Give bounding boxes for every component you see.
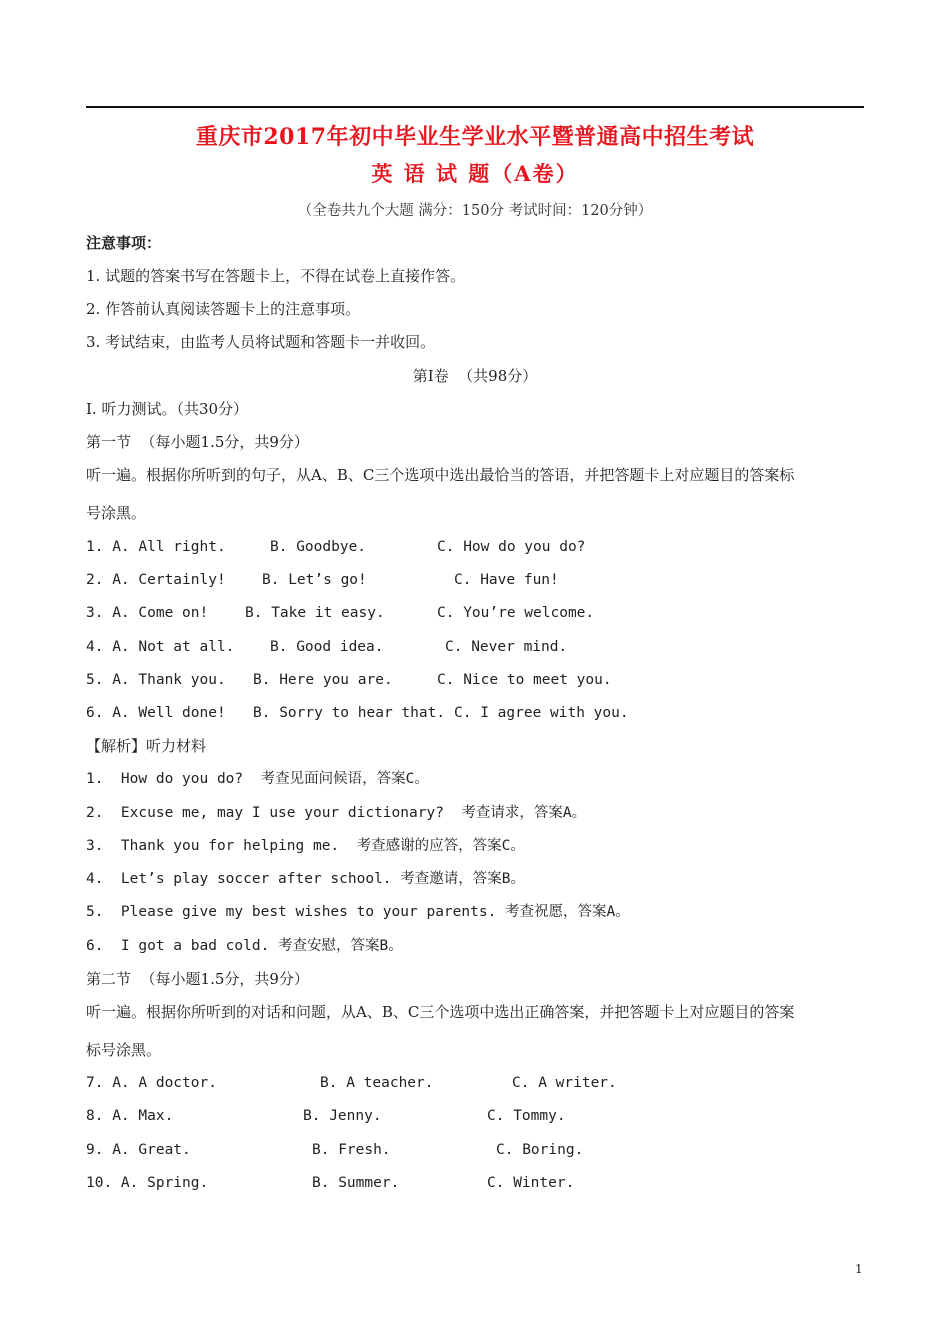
note-item: 3. 考试结束，由监考人员将试题和答题卡一并收回。 — [86, 333, 436, 351]
note-item: 2. 作答前认真阅读答题卡上的注意事项。 — [86, 300, 361, 318]
question-option-a: 5. A. Thank you. — [86, 672, 226, 688]
question-option-a: 2. A. Certainly! — [86, 572, 226, 588]
analysis-item: 1. How do you do? 考查见面问候语，答案C。 — [86, 771, 429, 787]
analysis-heading: 【解析】听力材料 — [86, 737, 207, 755]
question-option-a: 8. A. Max. — [86, 1108, 174, 1124]
question-option-c: C. A writer. — [512, 1075, 617, 1091]
header-rule — [86, 106, 864, 108]
question-option-b: B. Goodbye. — [270, 539, 367, 555]
question-option-b: B. Jenny. — [303, 1108, 382, 1124]
question-option-a: 3. A. Come on! — [86, 605, 209, 621]
question-option-c: C. Never mind. — [445, 639, 568, 655]
question-option-c: C. Nice to meet you. — [437, 672, 612, 688]
question-option-b: B. Here you are. — [253, 672, 393, 688]
question-option-a: 1. A. All right. — [86, 539, 226, 555]
note-item: 1. 试题的答案书写在答题卡上，不得在试卷上直接作答。 — [86, 267, 466, 285]
subsection-heading: 第一节 （每小题1.5分，共9分） — [86, 433, 309, 451]
analysis-item: 3. Thank you for helping me. 考查感谢的应答，答案C。 — [86, 838, 525, 854]
question-option-c: C. You’re welcome. — [437, 605, 595, 621]
question-option-b: B. Summer. — [312, 1175, 400, 1191]
exam-title: 重庆市2017年初中毕业生学业水平暨普通高中招生考试 — [195, 124, 755, 150]
question-option-a: 4. A. Not at all. — [86, 639, 235, 655]
question-option-a: 7. A. A doctor. — [86, 1075, 217, 1091]
instruction-text: 标号涂黑。 — [86, 1041, 162, 1059]
question-option-b: B. Good idea. — [270, 639, 384, 655]
question-option-c: C. I agree with you. — [454, 705, 629, 721]
analysis-item: 2. Excuse me, may I use your dictionary? 考查请求，答案A。 — [86, 805, 587, 821]
question-option-b: B. Sorry to hear that. — [253, 705, 446, 721]
part-heading: 第Ⅰ卷 （共98分） — [412, 367, 538, 385]
page-number: 1 — [855, 1262, 863, 1276]
section-heading: Ⅰ. 听力测试。（共30分） — [86, 400, 249, 418]
question-option-a: 6. A. Well done! — [86, 705, 226, 721]
question-option-c: C. Tommy. — [487, 1108, 566, 1124]
question-option-c: C. Have fun! — [454, 572, 559, 588]
exam-subtitle: 英 语 试 题（A卷） — [371, 161, 579, 186]
analysis-item: 6. I got a bad cold. 考查安慰，答案B。 — [86, 938, 403, 954]
analysis-item: 4. Let’s play soccer after school. 考查邀请，答案B。 — [86, 871, 525, 887]
question-option-c: C. Winter. — [487, 1175, 575, 1191]
question-option-b: B. A teacher. — [320, 1075, 434, 1091]
question-option-c: C. How do you do? — [437, 539, 586, 555]
subsection-heading: 第二节 （每小题1.5分，共9分） — [86, 970, 309, 988]
notes-heading: 注意事项： — [86, 234, 162, 252]
analysis-item: 5. Please give my best wishes to your parents. 考查祝愿，答案A。 — [86, 904, 630, 920]
question-option-c: C. Boring. — [496, 1142, 584, 1158]
instruction-text: 号涂黑。 — [86, 504, 147, 522]
question-option-a: 9. A. Great. — [86, 1142, 191, 1158]
instruction-text: 听一遍。根据你所听到的句子，从A、B、C三个选项中选出最恰当的答语，并把答题卡上对应题目的答案标 — [86, 466, 795, 484]
question-option-b: B. Take it easy. — [245, 605, 385, 621]
instruction-text: 听一遍。根据你所听到的对话和问题，从A、B、C三个选项中选出正确答案，并把答题卡上对应题目的答案 — [86, 1003, 795, 1021]
question-option-b: B. Let’s go! — [262, 572, 367, 588]
question-option-a: 10. A. Spring. — [86, 1175, 209, 1191]
question-option-b: B. Fresh. — [312, 1142, 391, 1158]
exam-info: （全卷共九个大题 满分：150分 考试时间：120分钟） — [297, 203, 653, 219]
